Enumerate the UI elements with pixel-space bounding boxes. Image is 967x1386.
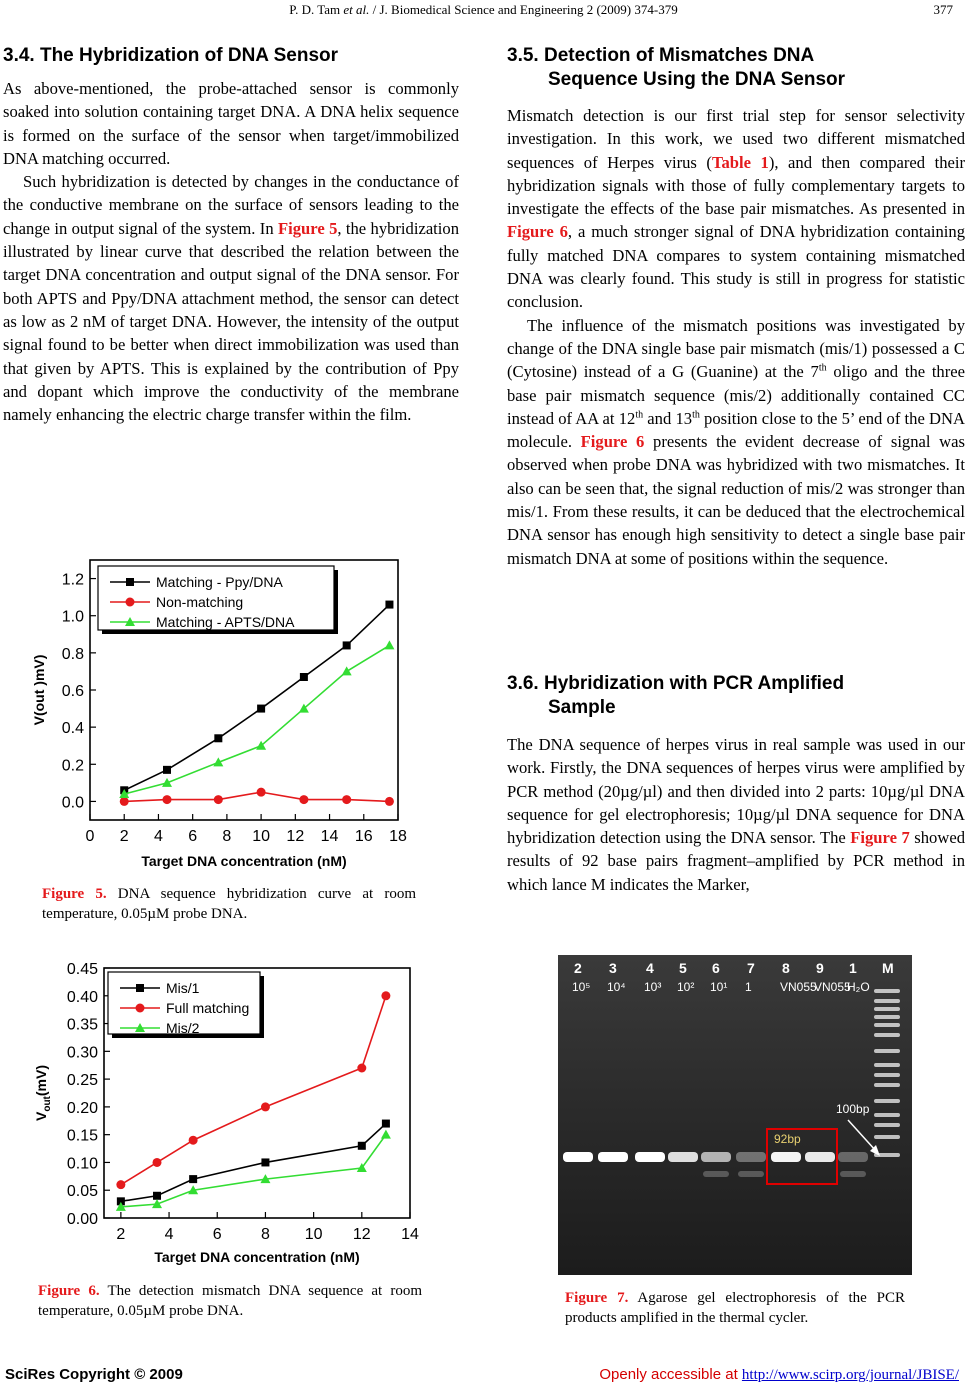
data-point [214, 795, 223, 804]
paragraph: The influence of the mismatch positions was investigated by change of the DNA single base pair mismatch (mis/1) possessed a C (Cytosine) instead of a G (Guanine) at the 7th oligo and the three base pair mismatch sequence (mis/2) additionally contained CC instead of AA at 12th and 13th position close to the 5’ end of the DNA molecule. Figure 6 presents the evident decrease of signal was observed when probe DNA was hybridized with two mismatches. It also can be seen that, the signal reduction of mis/2 was stronger than mis/1. From these results, it can be deduced that the electrochemical DNA sensor has enough high sensitivity to detect a single base pair mismatch DNA at some of positions within the sequence. [507, 315, 965, 568]
data-point [357, 1064, 366, 1073]
data-point [257, 788, 266, 797]
lane-number: M [882, 960, 894, 976]
section-3-6-title: 3.6. Hybridization with PCR Amplified Sample [507, 673, 845, 718]
y-tick-label: 0.25 [66, 1072, 98, 1090]
ladder-band [874, 1063, 900, 1067]
legend-marker [136, 1004, 145, 1013]
lane-number: 6 [712, 960, 720, 976]
section-3-5-body [507, 104, 965, 570]
x-tick-label: 8 [260, 1226, 270, 1243]
gel-band-faint [703, 1171, 729, 1177]
y-tick-label: 0.4 [61, 720, 84, 738]
lane-label: VN055 [814, 980, 851, 994]
y-tick-label: 0.15 [66, 1127, 98, 1145]
lane-label: VN055 [780, 980, 817, 994]
ladder-band [874, 999, 900, 1003]
gel-band [805, 1152, 835, 1162]
legend-label: Matching - APTS/DNA [156, 614, 295, 630]
data-point [213, 757, 223, 766]
gel-band [838, 1152, 868, 1162]
data-point [189, 1136, 198, 1145]
paragraph: The DNA sequence of herpes virus in real sample was used in our work. Firstly, the DNA sequences of herpes virus were amplified by PCR method (20µg/µl) and then divided into 2 parts: 10µg/µl DNA sequence for gel electrophoresis; 10µg/µl DNA sequence for DNA hybridization detection using the DNA sensor. The Figure 7 showed results of 92 base pairs fragment–amplified by PCR method in which lance M indicates the Marker, [507, 735, 965, 894]
lane-number: 9 [816, 960, 824, 976]
figure-ref[interactable]: Figure 6 [580, 432, 645, 452]
data-point [163, 766, 171, 774]
lane-number: 3 [609, 960, 617, 976]
y-tick-label: 0.40 [66, 988, 98, 1006]
lane-label: 10² [677, 980, 695, 994]
gel-band [736, 1152, 766, 1162]
lane-label: 10⁵ [572, 980, 591, 994]
lane-number: 1 [849, 960, 857, 976]
footer-copyright: SciRes Copyright © 2009 [5, 1366, 183, 1383]
x-tick-label: 14 [401, 1226, 419, 1243]
x-axis-label: Target DNA concentration (nM) [154, 1249, 360, 1265]
table-ref[interactable]: Table 1 [711, 152, 769, 172]
gel-band [598, 1152, 628, 1162]
ladder-band [874, 1113, 900, 1117]
x-tick-label: 2 [119, 828, 129, 845]
lane-number: 2 [574, 960, 582, 976]
data-point [261, 1102, 270, 1111]
lane-label: H₂O [847, 980, 870, 994]
y-axis-label: V(out )mV) [31, 654, 47, 726]
figure-7-gel-image [558, 955, 912, 1275]
y-tick-label: 0.20 [66, 1099, 98, 1117]
legend-label: Matching - Ppy/DNA [156, 574, 283, 590]
section-3-6-body [507, 733, 965, 896]
y-tick-label: 0.45 [66, 961, 98, 978]
data-point [384, 640, 394, 649]
legend-marker [126, 598, 135, 607]
section-3-4-title: 3.4. The Hybridization of DNA Sensor [3, 45, 339, 66]
data-point [385, 601, 393, 609]
y-tick-label: 0.8 [61, 645, 84, 663]
data-point [299, 795, 308, 804]
lane-number: 7 [747, 960, 755, 976]
gel-band [635, 1152, 665, 1162]
data-point [153, 1158, 162, 1167]
y-tick-label: 0.2 [61, 757, 84, 775]
y-tick-label: 0.0 [61, 794, 84, 812]
data-point [385, 797, 394, 806]
ladder-band [874, 1083, 900, 1087]
figure-ref[interactable]: Figure 7 [850, 828, 910, 848]
lane-label: 10³ [644, 980, 662, 994]
x-tick-label: 12 [352, 1226, 371, 1243]
gel-band [668, 1152, 698, 1162]
y-tick-label: 0.6 [61, 683, 84, 700]
lane-number: 5 [679, 960, 687, 976]
gel-band [771, 1152, 801, 1162]
x-tick-label: 4 [153, 828, 163, 845]
ladder-band [874, 1049, 900, 1053]
x-tick-label: 6 [188, 828, 198, 845]
data-point [300, 673, 308, 681]
lane-label: 1 [745, 980, 752, 994]
lane-number: 4 [646, 960, 654, 976]
lane-label: 10⁴ [607, 980, 626, 994]
x-tick-label: 6 [212, 1226, 222, 1243]
y-tick-label: 0.30 [66, 1044, 98, 1062]
x-tick-label: 16 [354, 828, 373, 845]
section-3-5-title: 3.5. Detection of Mismatches DNA Sequence Using the DNA Sensor [507, 45, 846, 90]
x-tick-label: 4 [164, 1226, 174, 1243]
x-tick-label: 2 [116, 1226, 126, 1243]
legend-label: Non-matching [156, 594, 244, 610]
x-tick-label: 8 [222, 828, 232, 845]
x-tick-label: 12 [286, 828, 305, 845]
y-tick-label: 0.10 [66, 1155, 98, 1173]
ladder-band [874, 1023, 900, 1027]
data-point [214, 734, 222, 742]
data-point [257, 705, 265, 713]
y-tick-label: 1.0 [61, 608, 84, 626]
ladder-band [874, 1135, 900, 1139]
marker-label: 100bp [836, 1102, 870, 1116]
journal-link[interactable]: http://www.scirp.org/journal/JBISE/ [741, 1367, 959, 1383]
ladder-band [874, 1033, 900, 1037]
figure-ref[interactable]: Figure 5 [278, 218, 338, 238]
data-point [116, 1180, 125, 1189]
legend-marker [126, 578, 134, 586]
figure-6-caption: Figure 6. The detection mismatch DNA sequence at room temperature, 0.05µM probe DNA. [38, 1283, 422, 1319]
x-axis-label: Target DNA concentration (nM) [141, 853, 347, 869]
ladder-band [874, 989, 900, 993]
data-point [189, 1175, 197, 1183]
figure-7-caption: Figure 7. Agarose gel electrophoresis of the PCR products amplified in the thermal cycler. [565, 1290, 906, 1326]
data-point [381, 1130, 391, 1139]
paragraph: As above-mentioned, the probe-attached sensor is commonly soaked into solution containing target DNA. A DNA helix sequence is formed on the surface of the sensor when target/immobilized DNA matching occurred. [3, 79, 459, 168]
y-tick-label: 0.05 [66, 1183, 98, 1201]
data-point [163, 795, 172, 804]
data-point [342, 666, 352, 675]
ladder-band [874, 1099, 900, 1103]
x-tick-label: 14 [320, 828, 339, 845]
x-tick-label: 10 [252, 828, 271, 845]
data-point [358, 1142, 366, 1150]
y-axis-label: $V_{out}(mV)$ [33, 1064, 53, 1122]
data-point [381, 991, 390, 1000]
figure-5-caption: Figure 5. DNA sequence hybridization curve at room temperature, 0.05µM probe DNA. [42, 886, 417, 922]
figure-5-chart [28, 548, 428, 874]
legend-label: Mis/1 [166, 980, 200, 996]
data-point [261, 1158, 269, 1166]
legend-label: Mis/2 [166, 1020, 200, 1036]
data-point [153, 1192, 161, 1200]
x-tick-label: 10 [304, 1226, 323, 1243]
data-point [120, 797, 129, 806]
band-label: 92bp [774, 1132, 801, 1146]
footer-access: Openly accessible at http://www.scirp.org/journal/JBISE/ [599, 1366, 959, 1383]
ladder-band [874, 1073, 900, 1077]
y-tick-label: 0.35 [66, 1016, 98, 1034]
paragraph: Mismatch detection is our first trial step for sensor selectivity investigation. In this work, we used two different mismatched sequences of Herpes virus (Table 1), and then compared their hybridization signals with those of fully complementary targets to investigate the effects of the base pair mismatches. As presented in Figure 6, a much stronger signal of DNA hybridization containing fully matched DNA compares to system containing mismatched DNA was clearly found. This study is still in progress for statistic conclusion. [507, 106, 966, 312]
page-number: 377 [933, 2, 953, 17]
legend-marker [136, 984, 144, 992]
gel-band [701, 1152, 731, 1162]
x-tick-label: 18 [389, 828, 407, 845]
figure-ref[interactable]: Figure 6 [507, 222, 568, 242]
ladder-band [874, 1123, 900, 1127]
data-point [162, 778, 172, 787]
running-head: P. D. Tam et al. / J. Biomedical Science and Engineering 2 (2009) 374-379 [289, 2, 678, 17]
gel-band-faint [840, 1171, 866, 1177]
data-point [343, 641, 351, 649]
paragraph: Such hybridization is detected by changes in the conductance of the conductive membrane on the surface of sensors leading to the change in output signal of the system. In Figure 5, the hybridization illustrated by linear curve that described the relation between the target DNA concentration and output signal of the DNA sensor. For both APTS and Ppy/DNA attachment method, the sensor can detect as low as 2 nM of target DNA. However, the intensity of the output signal found to be better when direct immobilization was used than that given by APTS. This is explained by the contribution of Ppy and dopant which improve the conductivity of the membrane namely enhancing the electric charge transfer within the film. [3, 172, 459, 425]
x-tick-label: 0 [85, 828, 95, 845]
lane-number: 8 [782, 960, 790, 976]
legend-label: Full matching [166, 1000, 250, 1016]
gel-band [563, 1152, 593, 1162]
y-tick-label: 1.2 [61, 571, 84, 589]
figure-6-chart [28, 958, 428, 1274]
ladder-band [874, 1007, 900, 1011]
ladder-band [874, 1015, 900, 1019]
data-point [342, 795, 351, 804]
gel-band-faint [738, 1171, 764, 1177]
data-point [382, 1120, 390, 1128]
section-3-4-body [3, 77, 459, 426]
lane-label: 10¹ [710, 980, 728, 994]
y-tick-label: 0.00 [66, 1211, 98, 1228]
